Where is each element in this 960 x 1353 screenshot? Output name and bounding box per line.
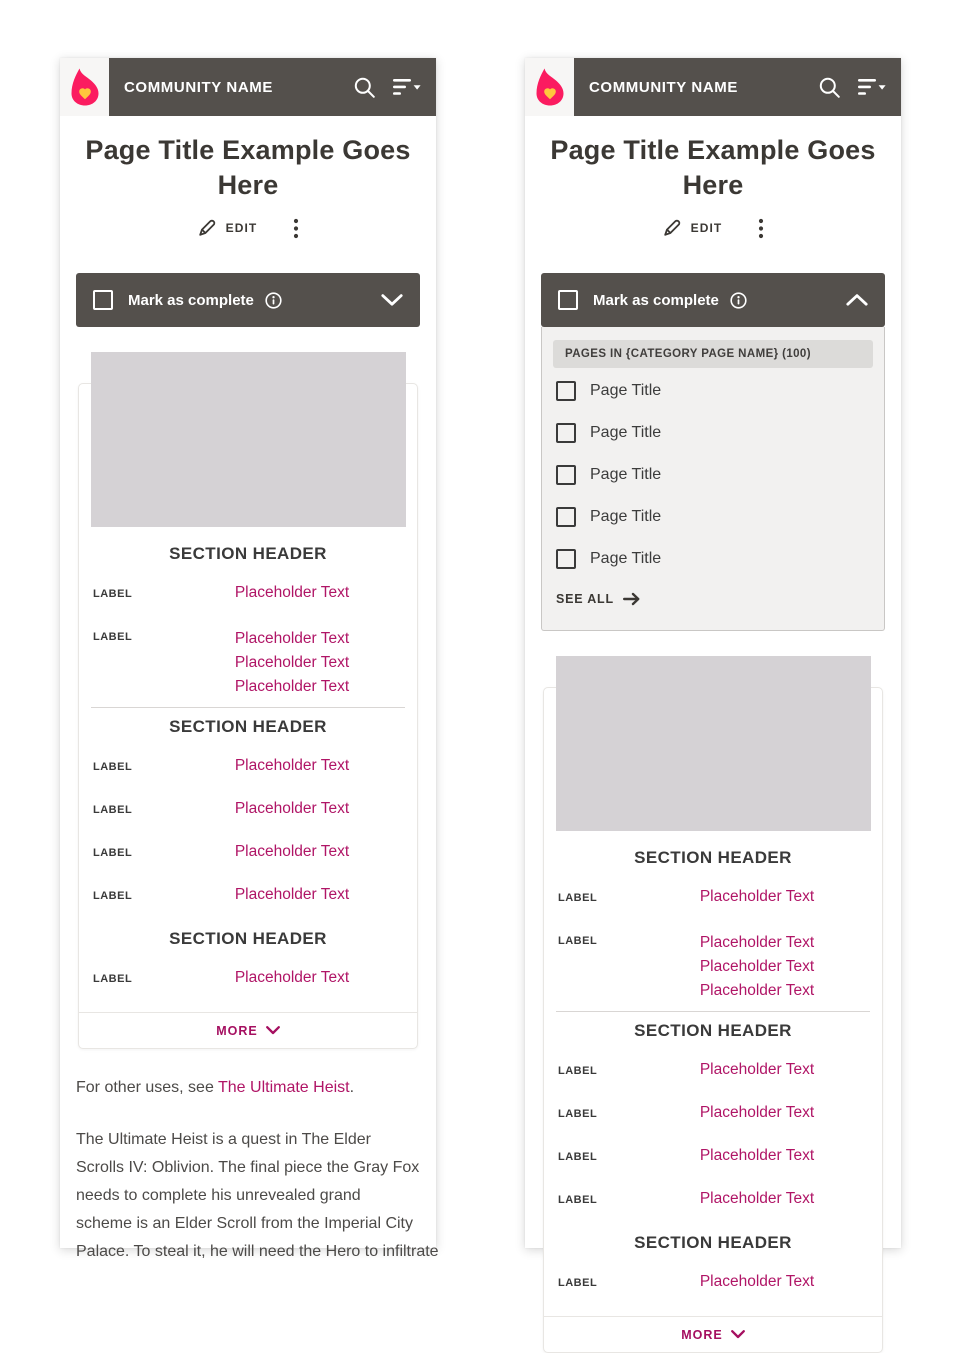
infobox-section-header: SECTION HEADER [634, 1233, 792, 1252]
page-checkbox[interactable] [556, 423, 576, 443]
infobox-row [91, 800, 405, 819]
page-title [525, 133, 901, 203]
hatnote-link[interactable]: The Ultimate Heist [218, 1079, 350, 1096]
infobox-section-header: SECTION HEADER [634, 1021, 792, 1040]
page-title-label: Page Title [590, 424, 662, 441]
page-checkbox[interactable] [556, 549, 576, 569]
pencil-icon [197, 218, 217, 238]
infobox-value-link[interactable]: Placeholder Text [234, 678, 350, 695]
page-title-line2: Here [682, 170, 744, 200]
infobox-row [91, 969, 405, 988]
paragraph-line: Palace. To steal it, he will need the Hero to infiltrate [76, 1243, 439, 1260]
kebab-icon [758, 218, 764, 239]
infobox-value-link[interactable]: Placeholder Text [234, 757, 350, 774]
search-button[interactable] [818, 76, 841, 99]
phone-mockup-collapsed [60, 58, 439, 1260]
infobox-row-label: LABEL [558, 1277, 598, 1289]
infobox-value-link[interactable]: Placeholder Text [699, 958, 815, 975]
search-button[interactable] [353, 76, 376, 99]
page-title-line1: Page Title Example Goes [85, 135, 411, 165]
infobox-row [556, 1104, 870, 1123]
infobox-row-label: LABEL [93, 761, 133, 773]
infobox-more-button[interactable] [79, 1012, 417, 1048]
category-banner: PAGES IN {CATEGORY PAGE NAME} (100) [553, 340, 873, 368]
infobox-value-link[interactable]: Placeholder Text [234, 843, 350, 860]
community-name: COMMUNITY NAME [589, 78, 738, 96]
hatnote [76, 1077, 420, 1099]
page-title-line2: Here [217, 170, 279, 200]
infobox-value-link[interactable]: Placeholder Text [234, 886, 350, 903]
infobox-value-link[interactable]: Placeholder Text [699, 1273, 815, 1290]
chevron-down-icon [731, 1330, 745, 1339]
paragraph-line: scheme is an Elder Scroll from the Imperial City [76, 1215, 413, 1232]
infobox-row-label: LABEL [93, 973, 133, 985]
app-bar [60, 58, 436, 116]
infobox-value-link[interactable]: Placeholder Text [699, 1190, 815, 1207]
infobox-value-link[interactable]: Placeholder Text [699, 1104, 815, 1121]
infobox-row-label: LABEL [558, 1065, 598, 1077]
fandom-logo[interactable] [525, 58, 574, 116]
see-all-label: SEE ALL [556, 592, 614, 606]
infobox-section-header: SECTION HEADER [169, 544, 327, 563]
infobox-row [556, 1147, 870, 1166]
info-icon[interactable] [265, 292, 282, 309]
search-icon [818, 76, 841, 99]
nav-menu-button[interactable] [858, 78, 886, 96]
infobox-row-label: LABEL [93, 588, 133, 600]
app-bar-main [574, 58, 901, 116]
section-divider [91, 707, 405, 708]
infobox-row-label: LABEL [558, 935, 598, 947]
page-title-label: Page Title [590, 382, 662, 399]
infobox-row-label: LABEL [558, 892, 598, 904]
hatnote-prefix: For other uses, see [76, 1079, 218, 1096]
more-label: MORE [216, 1023, 258, 1038]
infobox-value-link[interactable]: Placeholder Text [234, 584, 350, 601]
paragraph-line: The Ultimate Heist is a quest in The Elder [76, 1131, 371, 1148]
infobox-row [556, 1273, 870, 1292]
infobox-row [91, 757, 405, 776]
category-page-item[interactable] [556, 380, 873, 402]
page-actions [60, 215, 436, 241]
page-title-label: Page Title [590, 550, 662, 567]
chevron-down-icon[interactable] [381, 294, 403, 306]
mark-complete-label: Mark as complete [128, 291, 254, 309]
infobox-row [91, 627, 405, 699]
arrow-right-icon [623, 592, 641, 606]
caret-down-icon [879, 85, 886, 89]
nav-menu-icon [393, 78, 421, 96]
infobox-section-header: SECTION HEADER [169, 717, 327, 736]
app-bar-main [109, 58, 436, 116]
infobox-row-label: LABEL [93, 847, 133, 859]
page-checkbox[interactable] [556, 507, 576, 527]
infobox-value-link[interactable]: Placeholder Text [699, 1061, 815, 1078]
infobox-value-link[interactable]: Placeholder Text [699, 1147, 815, 1164]
chevron-up-icon[interactable] [846, 294, 868, 306]
infobox-row [556, 1061, 870, 1080]
paragraph-line: needs to complete his unrevealed grand [76, 1187, 361, 1204]
infobox-value-link[interactable]: Placeholder Text [234, 630, 350, 647]
nav-menu-button[interactable] [393, 78, 421, 96]
infobox-row [91, 886, 405, 905]
category-page-item[interactable] [556, 422, 873, 444]
flame-icon [533, 68, 567, 106]
mark-complete-checkbox[interactable] [93, 290, 113, 310]
article-paragraph [76, 1126, 439, 1266]
infobox-row [556, 888, 870, 907]
category-page-item[interactable] [556, 464, 873, 486]
edit-button[interactable] [662, 218, 723, 238]
infobox-row-label: LABEL [558, 1151, 598, 1163]
paragraph-line: Scrolls IV: Oblivion. The final piece the Gray Fox [76, 1159, 420, 1176]
infobox-value-link[interactable]: Placeholder Text [234, 654, 350, 671]
infobox-value-link[interactable]: Placeholder Text [234, 969, 350, 986]
page-actions [525, 215, 901, 241]
pencil-icon [662, 218, 682, 238]
infobox-value-link[interactable]: Placeholder Text [699, 934, 815, 951]
community-name: COMMUNITY NAME [124, 78, 273, 96]
fandom-logo[interactable] [60, 58, 109, 116]
edit-button[interactable] [197, 218, 258, 238]
infobox-row-label: LABEL [93, 890, 133, 902]
page-title-label: Page Title [590, 508, 662, 525]
hatnote-suffix: . [349, 1079, 355, 1096]
infobox-section-header: SECTION HEADER [169, 929, 327, 948]
infobox-row [556, 931, 870, 1003]
edit-label: EDIT [225, 221, 258, 235]
infobox [78, 352, 418, 1049]
infobox-row [556, 1190, 870, 1209]
search-icon [353, 76, 376, 99]
infobox-row [91, 584, 405, 603]
more-label: MORE [681, 1327, 723, 1342]
overflow-menu-button[interactable] [758, 218, 764, 239]
info-icon[interactable] [730, 292, 747, 309]
page-title-line1: Page Title Example Goes [550, 135, 876, 165]
mark-complete-checkbox[interactable] [558, 290, 578, 310]
infobox-row-label: LABEL [558, 1108, 598, 1120]
caret-down-icon [414, 85, 421, 89]
mark-complete-bar[interactable] [76, 273, 420, 327]
section-divider [556, 1011, 870, 1012]
infobox-section-header: SECTION HEADER [634, 848, 792, 867]
infobox-value-link[interactable]: Placeholder Text [699, 982, 815, 999]
infobox-value-link[interactable]: Placeholder Text [699, 888, 815, 905]
page-title-label: Page Title [590, 466, 662, 483]
infobox-row-label: LABEL [93, 804, 133, 816]
page-title [60, 133, 436, 203]
chevron-down-icon [266, 1026, 280, 1035]
infobox [543, 656, 883, 1353]
page-checkbox[interactable] [556, 465, 576, 485]
app-bar [525, 58, 901, 116]
nav-menu-icon [858, 78, 886, 96]
infobox-image-placeholder [556, 656, 871, 831]
category-page-item[interactable] [556, 506, 873, 528]
overflow-menu-button[interactable] [293, 218, 299, 239]
edit-label: EDIT [690, 221, 723, 235]
flame-icon [68, 68, 102, 106]
kebab-icon [293, 218, 299, 239]
infobox-row-label: LABEL [558, 1194, 598, 1206]
mark-complete-bar[interactable] [541, 273, 885, 327]
infobox-more-button[interactable] [544, 1316, 882, 1352]
mark-complete-label: Mark as complete [593, 291, 719, 309]
infobox-row [91, 843, 405, 862]
infobox-image-placeholder [91, 352, 406, 527]
category-pages-panel [541, 327, 885, 631]
infobox-row-label: LABEL [93, 631, 133, 643]
page-checkbox[interactable] [556, 381, 576, 401]
see-all-link[interactable] [556, 592, 641, 606]
category-page-item[interactable] [556, 548, 873, 570]
phone-mockup-expanded [525, 58, 901, 1342]
infobox-value-link[interactable]: Placeholder Text [234, 800, 350, 817]
